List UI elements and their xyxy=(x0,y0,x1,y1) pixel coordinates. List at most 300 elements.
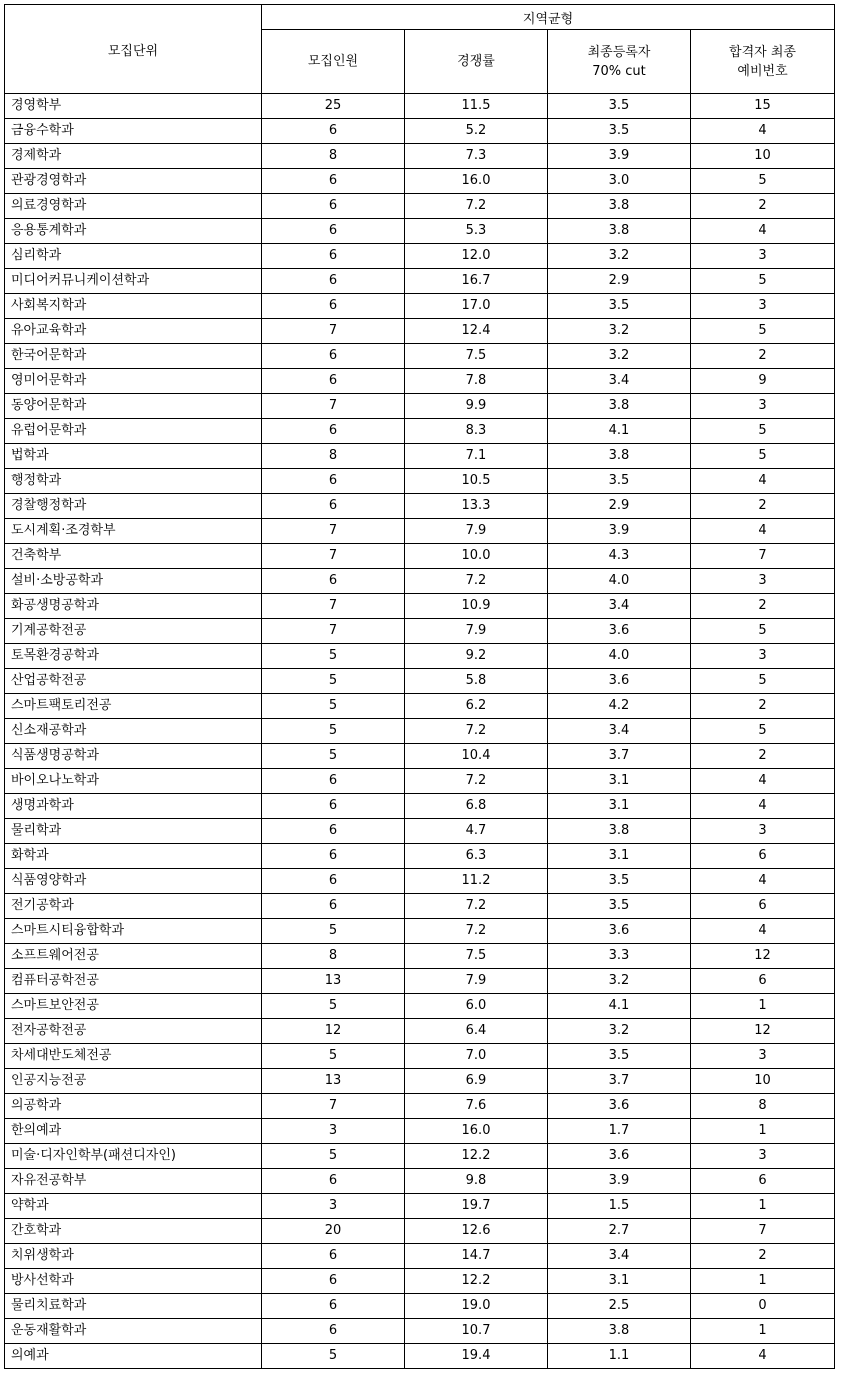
cell-final-cut: 3.5 xyxy=(548,1044,691,1069)
cell-unit: 화학과 xyxy=(5,844,262,869)
cell-rate: 7.2 xyxy=(405,569,548,594)
cell-quota: 6 xyxy=(262,244,405,269)
cell-unit: 약학과 xyxy=(5,1194,262,1219)
cell-unit: 소프트웨어전공 xyxy=(5,944,262,969)
cell-quota: 5 xyxy=(262,1344,405,1369)
cell-waitlist: 12 xyxy=(691,944,835,969)
cell-waitlist: 3 xyxy=(691,819,835,844)
cell-rate: 7.9 xyxy=(405,969,548,994)
cell-final-cut: 3.7 xyxy=(548,1069,691,1094)
cell-quota: 6 xyxy=(262,494,405,519)
cell-rate: 19.7 xyxy=(405,1194,548,1219)
cell-rate: 11.2 xyxy=(405,869,548,894)
cell-final-cut: 3.8 xyxy=(548,194,691,219)
cell-waitlist: 5 xyxy=(691,419,835,444)
cell-final-cut: 3.5 xyxy=(548,894,691,919)
admissions-table xyxy=(4,4,835,1369)
cell-unit: 스마트팩토리전공 xyxy=(5,694,262,719)
cell-quota: 6 xyxy=(262,769,405,794)
table-row xyxy=(5,344,835,369)
cell-final-cut: 3.6 xyxy=(548,619,691,644)
table-row xyxy=(5,1294,835,1319)
col-header-final-cut xyxy=(548,30,691,94)
table-row xyxy=(5,619,835,644)
cell-unit: 산업공학전공 xyxy=(5,669,262,694)
cell-quota: 6 xyxy=(262,1244,405,1269)
cell-unit: 미술·디자인학부(패션디자인) xyxy=(5,1144,262,1169)
cell-quota: 6 xyxy=(262,1269,405,1294)
cell-unit: 영미어문학과 xyxy=(5,369,262,394)
cell-waitlist: 7 xyxy=(691,1219,835,1244)
cell-final-cut: 3.4 xyxy=(548,369,691,394)
cell-unit: 경제학과 xyxy=(5,144,262,169)
table-row xyxy=(5,94,835,119)
table-row xyxy=(5,569,835,594)
cell-quota: 6 xyxy=(262,569,405,594)
table-row xyxy=(5,1319,835,1344)
cell-waitlist: 2 xyxy=(691,594,835,619)
cell-unit: 설비·소방공학과 xyxy=(5,569,262,594)
table-row xyxy=(5,244,835,269)
cell-rate: 10.9 xyxy=(405,594,548,619)
cell-quota: 5 xyxy=(262,744,405,769)
cell-quota: 20 xyxy=(262,1219,405,1244)
cell-final-cut: 3.5 xyxy=(548,94,691,119)
cell-final-cut: 3.1 xyxy=(548,794,691,819)
cell-unit: 생명과학과 xyxy=(5,794,262,819)
table-row xyxy=(5,219,835,244)
cell-final-cut: 3.9 xyxy=(548,519,691,544)
cell-waitlist: 3 xyxy=(691,1044,835,1069)
cell-rate: 7.2 xyxy=(405,194,548,219)
cell-waitlist: 3 xyxy=(691,644,835,669)
cell-waitlist: 4 xyxy=(691,1344,835,1369)
cell-final-cut: 4.3 xyxy=(548,544,691,569)
cell-rate: 6.0 xyxy=(405,994,548,1019)
cell-rate: 8.3 xyxy=(405,419,548,444)
cell-quota: 6 xyxy=(262,344,405,369)
cell-quota: 7 xyxy=(262,519,405,544)
cell-unit: 도시계획·조경학부 xyxy=(5,519,262,544)
cell-final-cut: 3.1 xyxy=(548,1269,691,1294)
cell-quota: 6 xyxy=(262,269,405,294)
cell-rate: 7.9 xyxy=(405,519,548,544)
cell-unit: 동양어문학과 xyxy=(5,394,262,419)
cell-final-cut: 4.1 xyxy=(548,419,691,444)
table-row xyxy=(5,1344,835,1369)
cell-waitlist: 2 xyxy=(691,744,835,769)
col-header-waitlist xyxy=(691,30,835,94)
cell-unit: 방사선학과 xyxy=(5,1269,262,1294)
cell-quota: 6 xyxy=(262,819,405,844)
cell-waitlist: 9 xyxy=(691,369,835,394)
cell-waitlist: 2 xyxy=(691,494,835,519)
table-row xyxy=(5,644,835,669)
cell-unit: 건축학부 xyxy=(5,544,262,569)
cell-rate: 6.9 xyxy=(405,1069,548,1094)
cell-quota: 6 xyxy=(262,794,405,819)
cell-quota: 5 xyxy=(262,669,405,694)
cell-waitlist: 5 xyxy=(691,269,835,294)
cell-waitlist: 6 xyxy=(691,1169,835,1194)
cell-rate: 10.0 xyxy=(405,544,548,569)
cell-quota: 3 xyxy=(262,1194,405,1219)
cell-rate: 6.8 xyxy=(405,794,548,819)
cell-waitlist: 3 xyxy=(691,394,835,419)
final-cut-line2: 70% cut xyxy=(592,63,646,79)
cell-unit: 물리학과 xyxy=(5,819,262,844)
cell-quota: 6 xyxy=(262,894,405,919)
table-row xyxy=(5,194,835,219)
cell-unit: 토목환경공학과 xyxy=(5,644,262,669)
cell-quota: 6 xyxy=(262,1319,405,1344)
cell-waitlist: 7 xyxy=(691,544,835,569)
cell-unit: 차세대반도체전공 xyxy=(5,1044,262,1069)
cell-unit: 한국어문학과 xyxy=(5,344,262,369)
cell-quota: 5 xyxy=(262,694,405,719)
table-row xyxy=(5,144,835,169)
col-header-region: 지역균형 xyxy=(262,5,835,30)
cell-final-cut: 3.1 xyxy=(548,769,691,794)
table-row xyxy=(5,1219,835,1244)
cell-rate: 7.2 xyxy=(405,919,548,944)
cell-waitlist: 4 xyxy=(691,219,835,244)
cell-rate: 7.3 xyxy=(405,144,548,169)
cell-final-cut: 2.7 xyxy=(548,1219,691,1244)
cell-final-cut: 3.9 xyxy=(548,1169,691,1194)
cell-quota: 3 xyxy=(262,1119,405,1144)
cell-waitlist: 1 xyxy=(691,994,835,1019)
cell-waitlist: 0 xyxy=(691,1294,835,1319)
cell-rate: 12.2 xyxy=(405,1269,548,1294)
cell-unit: 유럽어문학과 xyxy=(5,419,262,444)
cell-waitlist: 2 xyxy=(691,694,835,719)
cell-waitlist: 1 xyxy=(691,1194,835,1219)
cell-final-cut: 3.2 xyxy=(548,244,691,269)
cell-final-cut: 3.5 xyxy=(548,119,691,144)
table-row xyxy=(5,294,835,319)
table-row xyxy=(5,544,835,569)
cell-quota: 6 xyxy=(262,1294,405,1319)
cell-final-cut: 4.0 xyxy=(548,644,691,669)
cell-quota: 7 xyxy=(262,544,405,569)
cell-unit: 인공지능전공 xyxy=(5,1069,262,1094)
cell-quota: 25 xyxy=(262,94,405,119)
cell-quota: 7 xyxy=(262,619,405,644)
table-row xyxy=(5,394,835,419)
cell-final-cut: 1.7 xyxy=(548,1119,691,1144)
cell-unit: 치위생학과 xyxy=(5,1244,262,1269)
cell-unit: 화공생명공학과 xyxy=(5,594,262,619)
table-row xyxy=(5,1169,835,1194)
cell-rate: 16.0 xyxy=(405,1119,548,1144)
cell-rate: 9.9 xyxy=(405,394,548,419)
cell-final-cut: 3.7 xyxy=(548,744,691,769)
table-row xyxy=(5,744,835,769)
cell-waitlist: 1 xyxy=(691,1119,835,1144)
cell-rate: 16.7 xyxy=(405,269,548,294)
cell-rate: 16.0 xyxy=(405,169,548,194)
table-row xyxy=(5,169,835,194)
cell-rate: 17.0 xyxy=(405,294,548,319)
cell-rate: 7.1 xyxy=(405,444,548,469)
cell-waitlist: 15 xyxy=(691,94,835,119)
cell-unit: 바이오나노학과 xyxy=(5,769,262,794)
cell-waitlist: 6 xyxy=(691,844,835,869)
cell-quota: 5 xyxy=(262,994,405,1019)
cell-quota: 7 xyxy=(262,1094,405,1119)
cell-rate: 12.4 xyxy=(405,319,548,344)
cell-waitlist: 4 xyxy=(691,919,835,944)
cell-waitlist: 3 xyxy=(691,294,835,319)
cell-waitlist: 4 xyxy=(691,869,835,894)
cell-quota: 5 xyxy=(262,644,405,669)
cell-final-cut: 3.6 xyxy=(548,669,691,694)
cell-final-cut: 3.2 xyxy=(548,1019,691,1044)
table-row xyxy=(5,1144,835,1169)
table-row xyxy=(5,1019,835,1044)
cell-unit: 심리학과 xyxy=(5,244,262,269)
table-row xyxy=(5,494,835,519)
cell-waitlist: 5 xyxy=(691,669,835,694)
table-row xyxy=(5,1069,835,1094)
cell-unit: 관광경영학과 xyxy=(5,169,262,194)
cell-waitlist: 5 xyxy=(691,319,835,344)
cell-unit: 의료경영학과 xyxy=(5,194,262,219)
cell-final-cut: 3.4 xyxy=(548,1244,691,1269)
table-row xyxy=(5,969,835,994)
cell-rate: 10.5 xyxy=(405,469,548,494)
cell-final-cut: 3.0 xyxy=(548,169,691,194)
cell-final-cut: 1.1 xyxy=(548,1344,691,1369)
cell-quota: 8 xyxy=(262,944,405,969)
cell-quota: 6 xyxy=(262,294,405,319)
table-row xyxy=(5,694,835,719)
cell-rate: 7.5 xyxy=(405,344,548,369)
cell-final-cut: 2.5 xyxy=(548,1294,691,1319)
cell-final-cut: 3.9 xyxy=(548,144,691,169)
header-row-top xyxy=(5,5,835,30)
cell-final-cut: 3.8 xyxy=(548,444,691,469)
table-body xyxy=(5,94,835,1369)
table-row xyxy=(5,269,835,294)
table-row xyxy=(5,869,835,894)
table-row xyxy=(5,1044,835,1069)
cell-final-cut: 4.2 xyxy=(548,694,691,719)
cell-final-cut: 3.8 xyxy=(548,219,691,244)
cell-final-cut: 3.2 xyxy=(548,969,691,994)
cell-waitlist: 4 xyxy=(691,119,835,144)
cell-rate: 6.4 xyxy=(405,1019,548,1044)
final-cut-line1: 최종등록자 xyxy=(587,44,651,60)
col-header-quota: 모집인원 xyxy=(262,30,405,94)
cell-unit: 식품생명공학과 xyxy=(5,744,262,769)
table-row xyxy=(5,1194,835,1219)
cell-unit: 유아교육학과 xyxy=(5,319,262,344)
cell-final-cut: 2.9 xyxy=(548,494,691,519)
table-row xyxy=(5,419,835,444)
cell-unit: 전기공학과 xyxy=(5,894,262,919)
cell-rate: 7.0 xyxy=(405,1044,548,1069)
cell-final-cut: 3.6 xyxy=(548,1144,691,1169)
cell-quota: 13 xyxy=(262,969,405,994)
cell-rate: 4.7 xyxy=(405,819,548,844)
cell-waitlist: 2 xyxy=(691,1244,835,1269)
cell-final-cut: 4.0 xyxy=(548,569,691,594)
cell-unit: 행정학과 xyxy=(5,469,262,494)
cell-quota: 7 xyxy=(262,394,405,419)
cell-rate: 9.8 xyxy=(405,1169,548,1194)
table-row xyxy=(5,669,835,694)
cell-unit: 경찰행정학과 xyxy=(5,494,262,519)
cell-rate: 19.4 xyxy=(405,1344,548,1369)
cell-waitlist: 8 xyxy=(691,1094,835,1119)
cell-rate: 12.6 xyxy=(405,1219,548,1244)
cell-unit: 식품영양학과 xyxy=(5,869,262,894)
cell-waitlist: 2 xyxy=(691,344,835,369)
cell-unit: 스마트보안전공 xyxy=(5,994,262,1019)
cell-unit: 의공학과 xyxy=(5,1094,262,1119)
cell-rate: 10.4 xyxy=(405,744,548,769)
cell-waitlist: 1 xyxy=(691,1319,835,1344)
cell-quota: 8 xyxy=(262,444,405,469)
table-row xyxy=(5,119,835,144)
cell-unit: 컴퓨터공학전공 xyxy=(5,969,262,994)
cell-rate: 5.8 xyxy=(405,669,548,694)
cell-rate: 7.6 xyxy=(405,1094,548,1119)
col-header-unit: 모집단위 xyxy=(5,5,262,94)
cell-quota: 6 xyxy=(262,419,405,444)
cell-final-cut: 3.8 xyxy=(548,1319,691,1344)
cell-rate: 7.2 xyxy=(405,769,548,794)
cell-unit: 스마트시티융합학과 xyxy=(5,919,262,944)
waitlist-line1: 합격자 최종 xyxy=(729,44,796,60)
cell-waitlist: 3 xyxy=(691,1144,835,1169)
table-row xyxy=(5,844,835,869)
cell-rate: 12.2 xyxy=(405,1144,548,1169)
table-row xyxy=(5,469,835,494)
cell-final-cut: 1.5 xyxy=(548,1194,691,1219)
cell-quota: 8 xyxy=(262,144,405,169)
cell-rate: 7.2 xyxy=(405,894,548,919)
cell-rate: 5.3 xyxy=(405,219,548,244)
cell-waitlist: 12 xyxy=(691,1019,835,1044)
cell-final-cut: 3.5 xyxy=(548,294,691,319)
cell-quota: 6 xyxy=(262,119,405,144)
cell-quota: 13 xyxy=(262,1069,405,1094)
cell-final-cut: 3.6 xyxy=(548,919,691,944)
cell-waitlist: 6 xyxy=(691,969,835,994)
table-row xyxy=(5,594,835,619)
cell-final-cut: 3.6 xyxy=(548,1094,691,1119)
cell-waitlist: 5 xyxy=(691,719,835,744)
cell-quota: 6 xyxy=(262,844,405,869)
table-row xyxy=(5,769,835,794)
cell-final-cut: 2.9 xyxy=(548,269,691,294)
cell-unit: 기계공학전공 xyxy=(5,619,262,644)
cell-quota: 7 xyxy=(262,594,405,619)
col-header-rate: 경쟁률 xyxy=(405,30,548,94)
table-row xyxy=(5,369,835,394)
table-row xyxy=(5,919,835,944)
table-row xyxy=(5,944,835,969)
cell-unit: 신소재공학과 xyxy=(5,719,262,744)
cell-unit: 사회복지학과 xyxy=(5,294,262,319)
cell-quota: 6 xyxy=(262,469,405,494)
cell-final-cut: 3.5 xyxy=(548,469,691,494)
cell-quota: 7 xyxy=(262,319,405,344)
cell-final-cut: 3.3 xyxy=(548,944,691,969)
table-row xyxy=(5,1269,835,1294)
table-row xyxy=(5,444,835,469)
cell-waitlist: 5 xyxy=(691,619,835,644)
cell-rate: 7.8 xyxy=(405,369,548,394)
table-row xyxy=(5,1094,835,1119)
cell-waitlist: 4 xyxy=(691,519,835,544)
cell-rate: 6.2 xyxy=(405,694,548,719)
cell-waitlist: 2 xyxy=(691,194,835,219)
cell-quota: 5 xyxy=(262,1144,405,1169)
cell-waitlist: 5 xyxy=(691,444,835,469)
cell-rate: 7.2 xyxy=(405,719,548,744)
cell-rate: 11.5 xyxy=(405,94,548,119)
cell-unit: 전자공학전공 xyxy=(5,1019,262,1044)
cell-quota: 6 xyxy=(262,219,405,244)
cell-unit: 자유전공학부 xyxy=(5,1169,262,1194)
cell-unit: 경영학부 xyxy=(5,94,262,119)
cell-unit: 간호학과 xyxy=(5,1219,262,1244)
cell-rate: 9.2 xyxy=(405,644,548,669)
cell-waitlist: 5 xyxy=(691,169,835,194)
cell-final-cut: 3.4 xyxy=(548,719,691,744)
cell-rate: 7.5 xyxy=(405,944,548,969)
cell-quota: 6 xyxy=(262,1169,405,1194)
cell-waitlist: 4 xyxy=(691,769,835,794)
cell-waitlist: 10 xyxy=(691,144,835,169)
cell-final-cut: 4.1 xyxy=(548,994,691,1019)
cell-waitlist: 4 xyxy=(691,469,835,494)
cell-waitlist: 3 xyxy=(691,244,835,269)
cell-quota: 5 xyxy=(262,919,405,944)
table-row xyxy=(5,794,835,819)
table-row xyxy=(5,894,835,919)
cell-waitlist: 1 xyxy=(691,1269,835,1294)
cell-final-cut: 3.2 xyxy=(548,344,691,369)
cell-quota: 6 xyxy=(262,869,405,894)
table-row xyxy=(5,1244,835,1269)
cell-final-cut: 3.2 xyxy=(548,319,691,344)
table-row xyxy=(5,819,835,844)
cell-unit: 의예과 xyxy=(5,1344,262,1369)
table-row xyxy=(5,519,835,544)
cell-rate: 5.2 xyxy=(405,119,548,144)
cell-rate: 12.0 xyxy=(405,244,548,269)
cell-final-cut: 3.1 xyxy=(548,844,691,869)
table-row xyxy=(5,994,835,1019)
cell-waitlist: 4 xyxy=(691,794,835,819)
cell-waitlist: 10 xyxy=(691,1069,835,1094)
cell-unit: 운동재활학과 xyxy=(5,1319,262,1344)
cell-quota: 5 xyxy=(262,719,405,744)
cell-waitlist: 3 xyxy=(691,569,835,594)
cell-final-cut: 3.4 xyxy=(548,594,691,619)
cell-unit: 법학과 xyxy=(5,444,262,469)
cell-rate: 13.3 xyxy=(405,494,548,519)
cell-unit: 금융수학과 xyxy=(5,119,262,144)
cell-quota: 6 xyxy=(262,194,405,219)
cell-quota: 12 xyxy=(262,1019,405,1044)
cell-final-cut: 3.8 xyxy=(548,394,691,419)
